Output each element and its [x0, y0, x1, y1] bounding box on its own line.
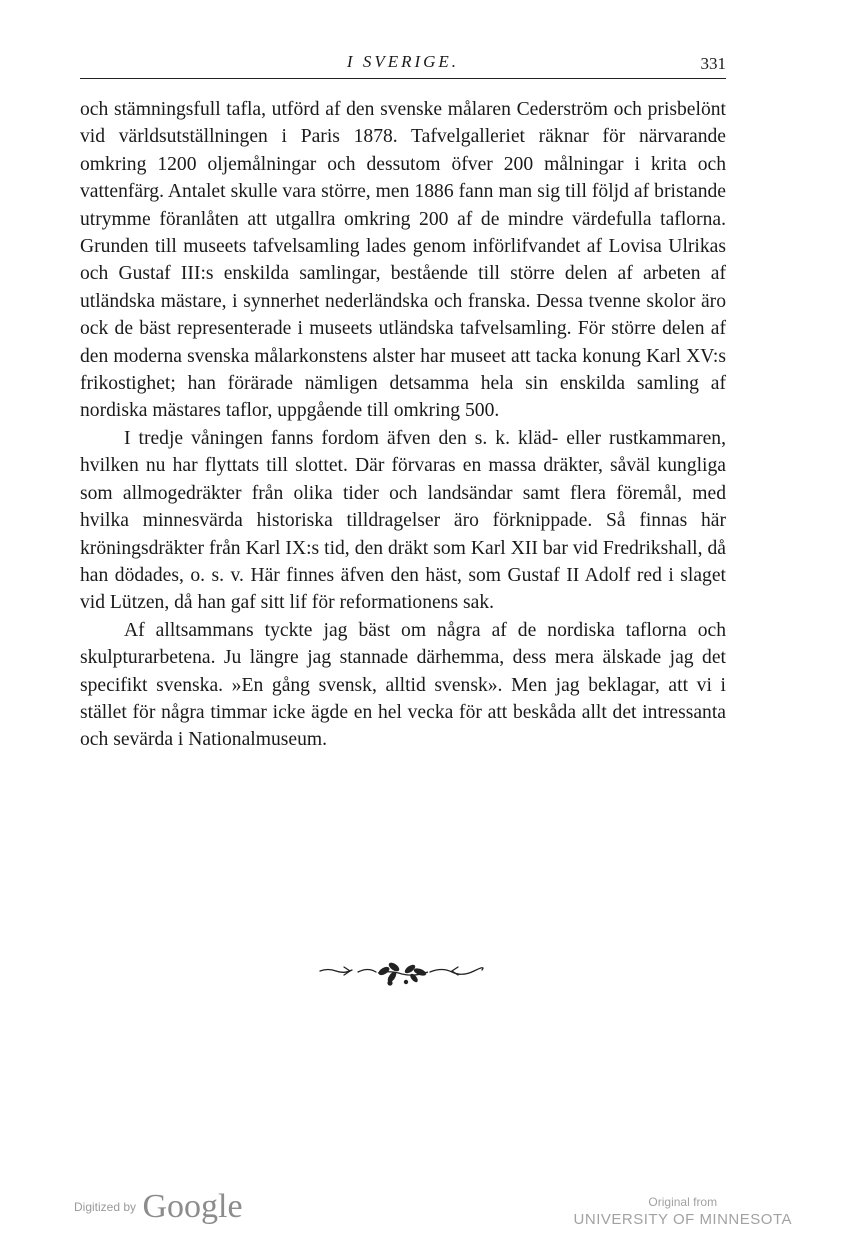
- paragraph: Af alltsammans tyckte jag bäst om några af de nordiska taflorna och skulpturarbetena. Ju längre jag stannade därhemma, dess mera älskade jag det specifikt svenska. »En gång svensk, alltid svensk». Men jag beklagar, att vi i stället för några timmar icke ägde en hel vecka för att beskåda allt det intressanta och sevärda i Nationalmuseum.: [80, 619, 726, 751]
- google-watermark: [74, 1188, 243, 1228]
- paragraph: I tredje våningen fanns fordom äfven den s. k. kläd- eller rustkammaren, hvilken nu har flyttats till slottet. Där förvaras en massa dräkter, såväl kungliga som allmogedräkter från olika tider och landsändar samt flera föremål, med hvilka minnesvärda historiska tilldragelser äro förknippade. Så finnas här kröningsdräkter från Karl IX:s tid, den dräkt som Karl XII bar vid Fredrikshall, då han dödades, o. s. v. Här finnes äfven den häst, som Gustaf II Adolf red i slaget vid Lützen, då han gaf sitt lif för reformationens sak.: [80, 427, 726, 614]
- body-text: [80, 96, 726, 754]
- running-head: [80, 52, 726, 79]
- digitized-by-label: Digitized by: [74, 1200, 137, 1214]
- page-number: 331: [700, 54, 726, 73]
- original-from-label: Original from: [648, 1195, 718, 1209]
- source-watermark: [574, 1194, 792, 1230]
- floral-tailpiece-icon: [318, 958, 484, 988]
- institution-label: UNIVERSITY OF MINNESOTA: [573, 1211, 792, 1228]
- paragraph: och stämningsfull tafla, utförd af den svenske målaren Cederström och prisbelönt vid världsutställningen i Paris 1878. Tafvelgalleriet räknar för närvarande omkring 1200 oljemålningar och dessutom öfver 200 målningar i krita och vattenfärg. Antalet skulle vara större, men 1886 fann man sig till följd af bristande utrymme föranlåten att utgallra omkring 200 af de mindre värdefulla taflorna. Grunden till museets tafvelsamling lades genom införlifvandet af Lovisa Ulrikas och Gustaf III:s enskilda samlingar, bestående till större delen af arbeten af utländska mästare, i synnerhet nederländska och franska. Dessa tvenne skolor äro ock de bäst representerade i museets utländska tafvelsamling. För större delen af den moderna svenska målarkonstens alster har museet att tacka konung Karl XV:s frikostighet; han förärade nämligen detsamma hela sin enskilda samling af nordiska mästares taflor, uppgående till omkring 500.: [80, 99, 726, 422]
- google-logo: Google: [142, 1188, 243, 1225]
- running-title: I SVERIGE.: [346, 52, 460, 71]
